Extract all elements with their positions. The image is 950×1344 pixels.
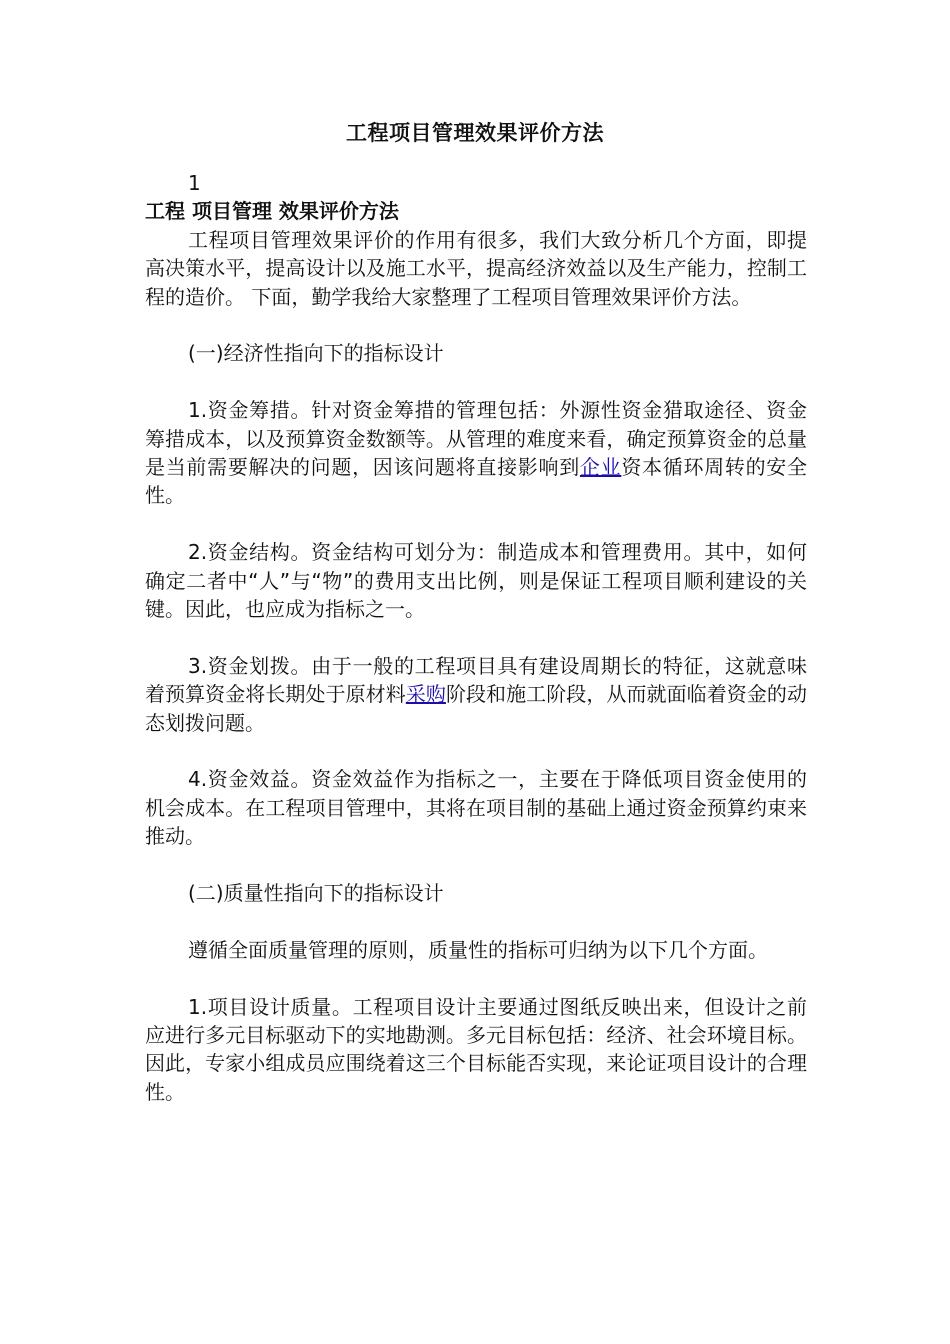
paragraph-spacer	[145, 311, 807, 339]
paragraph-spacer	[145, 737, 807, 765]
paragraph-spacer	[145, 964, 807, 992]
document-title: 工程项目管理效果评价方法	[346, 121, 604, 145]
enterprise-link[interactable]: 企业	[579, 455, 622, 480]
paragraph-spacer	[145, 368, 807, 396]
paragraph-spacer	[145, 907, 807, 935]
section-heading-quality: (二)质量性指向下的指标设计	[188, 881, 444, 906]
paragraph-text: 1.资金筹措。针对资金筹措的管理包括：外源性资金猎取途径、资金筹措成本，以及预算资金数额等。从管理的难度来看，确定预算资金的总量是当前需要解决的问题，因该问题将直接影响到	[145, 398, 807, 480]
document-body	[145, 169, 807, 1106]
paragraph-fund-structure: 2.资金结构。资金结构可划分为：制造成本和管理费用。其中，如何确定二者中“人”与“物”的费用支出比例，则是保证工程项目顺利建设的关键。因此，也应成为指标之一。	[145, 540, 807, 622]
paragraph-fund-allocation	[145, 652, 807, 737]
paragraph-text: 资本循环周转的安全性。	[145, 455, 808, 508]
paragraph-spacer	[145, 623, 807, 651]
paragraph-spacer	[145, 851, 807, 879]
paragraph-fund-benefit: 4.资金效益。资金效益作为指标之一，主要在于降低项目资金使用的机会成本。在工程项目管理中，其将在项目制的基础上通过资金预算约束来推动。	[145, 767, 807, 849]
page-number: 1	[188, 171, 201, 195]
paragraph-fund-raising	[145, 396, 807, 510]
paragraph-text: 3.资金划拨。由于一般的工程项目具有建设周期长的特征，这就意味着预算资金将长期处于原材料	[145, 653, 807, 707]
paragraph-spacer	[145, 510, 807, 538]
section-heading-economic: (一)经济性指向下的指标设计	[188, 341, 444, 366]
procurement-link[interactable]: 采购	[405, 682, 446, 707]
paragraph-design-quality: 1.项目设计质量。工程项目设计主要通过图纸反映出来，但设计之前应进行多元目标驱动下的实地勘测。多元目标包括：经济、社会环境目标。因此，专家小组成员应围绕着这三个目标能否实现，来论证项目设计的合理性。	[145, 994, 807, 1104]
paragraph-quality-principle: 遵循全面质量管理的原则，质量性的指标可归纳为以下几个方面。	[188, 937, 768, 962]
section-title: 工程 项目管理 效果评价方法	[145, 199, 399, 224]
intro-paragraph: 工程项目管理效果评价的作用有很多，我们大致分析几个方面，即提高决策水平，提高设计以及施工水平，提高经济效益以及生产能力，控制工程的造价。 下面，勤学我给大家整理了工程项目管理效果评价方法。	[145, 227, 807, 309]
paragraph-text: 阶段和施工阶段，从而就面临着资金的动态划拨问题。	[145, 682, 807, 735]
